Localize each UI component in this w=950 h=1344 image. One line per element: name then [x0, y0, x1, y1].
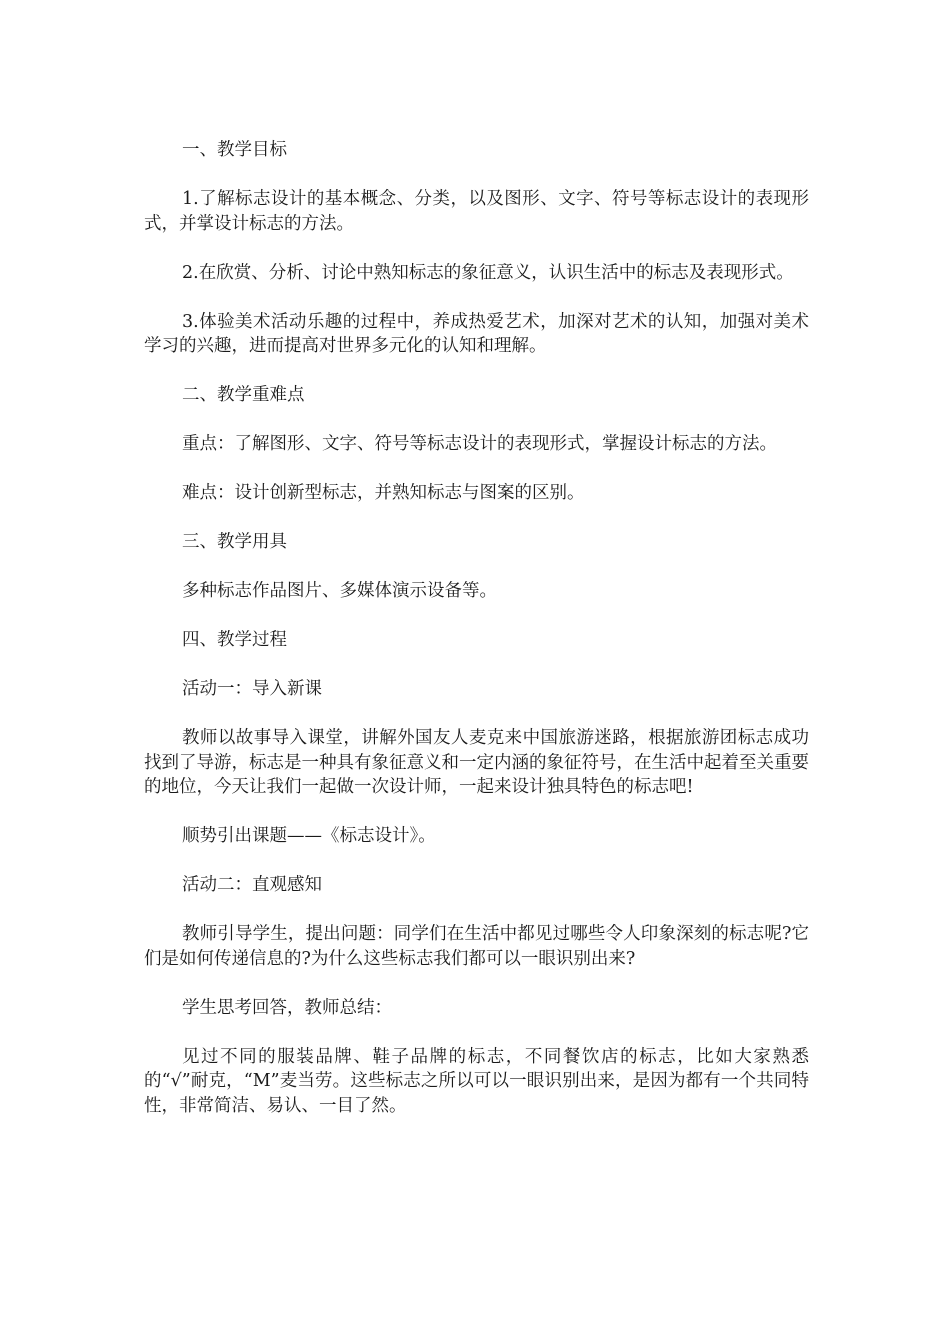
key-point: 重点：了解图形、文字、符号等标志设计的表现形式，掌握设计标志的方法。	[182, 434, 777, 454]
activity-2-question: 教师引导学生，提出问题：同学们在生活中都见过哪些令人印象深刻的标志呢?它们是如何传递信息的?为什么这些标志我们都可以一眼识别出来?	[144, 924, 809, 969]
teaching-tools: 多种标志作品图片、多媒体演示设备等。	[182, 581, 497, 601]
teacher-summary: 见过不同的服装品牌、鞋子品牌的标志，不同餐饮店的标志，比如大家熟悉的“√”耐克，“M”麦当劳。这些标志之所以可以一眼识别出来，是因为都有一个共同特性，非常简洁、易认、一目了然。	[144, 1046, 809, 1116]
lesson-topic: 顺势引出课题——《标志设计》。	[182, 826, 436, 846]
objective-1: 1.了解标志设计的基本概念、分类，以及图形、文字、符号等标志设计的表现形式，并掌设计标志的方法。	[144, 189, 809, 234]
objective-3: 3.体验美术活动乐趣的过程中，养成热爱艺术，加深对艺术的认知，加强对美术学习的兴趣，进而提高对世界多元化的认知和理解。	[144, 311, 809, 356]
objective-2: 2.在欣赏、分析、讨论中熟知标志的象征意义，认识生活中的标志及表现形式。	[182, 262, 794, 283]
activity-2-title: 活动二：直观感知	[182, 875, 322, 895]
document-body	[144, 138, 809, 1143]
heading-teaching-process: 四、教学过程	[182, 630, 287, 650]
student-answer-intro: 学生思考回答，教师总结：	[182, 997, 392, 1018]
activity-1-title: 活动一：导入新课	[182, 679, 322, 699]
heading-key-difficult-points: 二、教学重难点	[182, 385, 305, 405]
activity-1-text: 教师以故事导入课堂，讲解外国友人麦克来中国旅游迷路，根据旅游团标志成功找到了导游，标志是一种具有象征意义和一定内涵的象征符号，在生活中起着至关重要的地位，今天让我们一起做一次设计师，一起来设计独具特色的标志吧!	[144, 728, 809, 797]
heading-teaching-tools: 三、教学用具	[182, 532, 287, 552]
heading-teaching-objectives: 一、教学目标	[182, 140, 287, 160]
difficult-point: 难点：设计创新型标志，并熟知标志与图案的区别。	[182, 483, 585, 503]
